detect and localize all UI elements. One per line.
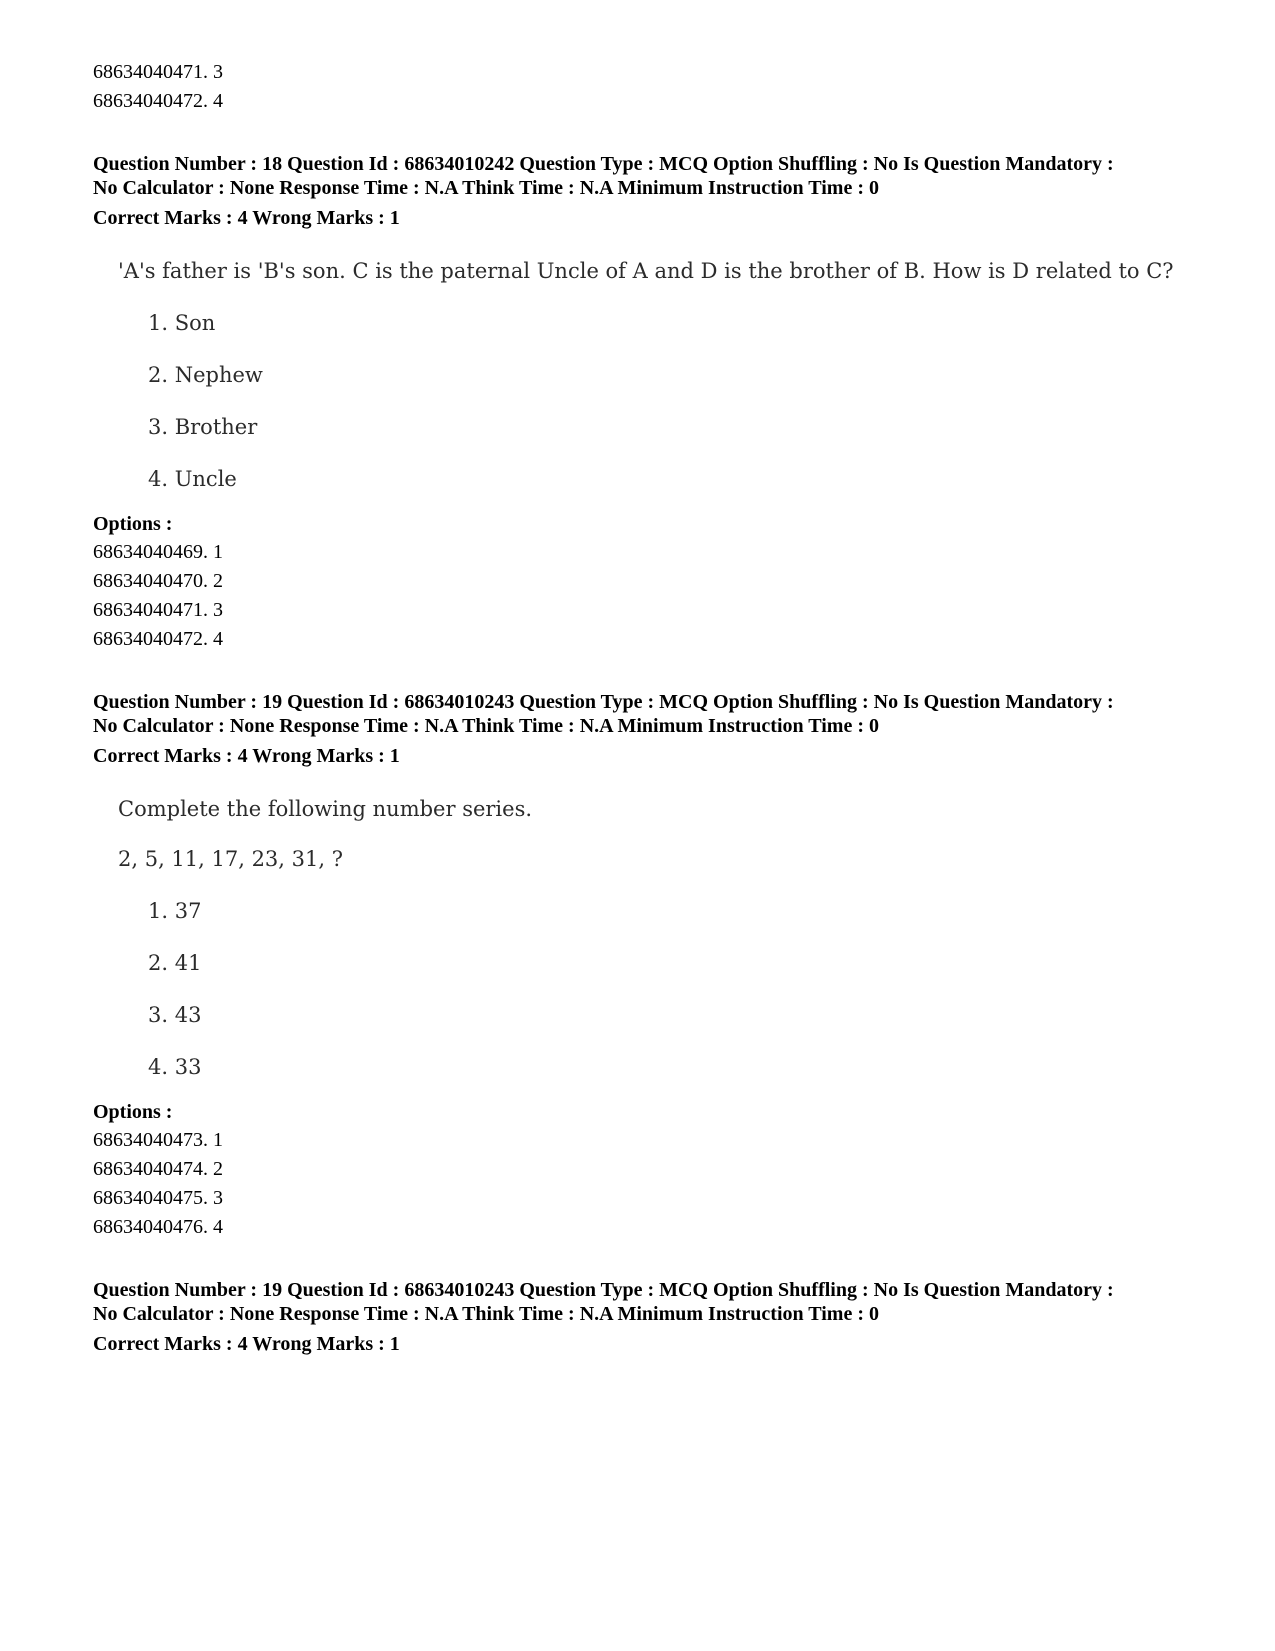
option-line: 68634040472. 4 — [93, 90, 223, 112]
option-line: 68634040469. 1 — [93, 541, 223, 563]
question-header-line-1: Question Number : 18 Question Id : 68634010242 Question Type : MCQ Option Shuffling : No Is Question Mandatory : — [93, 153, 1114, 175]
question-text: 'A's father is 'B's son. C is the paternal Uncle of A and D is the brother of B. How is D related to C? — [118, 259, 1174, 283]
answer-choice: 2. 41 — [148, 951, 202, 975]
option-line: 68634040473. 1 — [93, 1129, 223, 1151]
answer-choice: 1. 37 — [148, 899, 202, 923]
top-options-list — [93, 58, 1193, 116]
question-header-line-2: No Calculator : None Response Time : N.A Think Time : N.A Minimum Instruction Time : 0 — [93, 715, 879, 737]
question-header-line-2: No Calculator : None Response Time : N.A Think Time : N.A Minimum Instruction Time : 0 — [93, 177, 879, 199]
question-image — [118, 256, 1193, 494]
option-line: 68634040471. 3 — [93, 599, 223, 621]
question-header-line-1: Question Number : 19 Question Id : 68634010243 Question Type : MCQ Option Shuffling : No Is Question Mandatory : — [93, 691, 1114, 713]
question-block — [93, 152, 1193, 654]
option-line: 68634040471. 3 — [93, 61, 223, 83]
question-block — [93, 690, 1193, 1242]
options-list — [93, 538, 1193, 654]
options-list — [93, 1126, 1193, 1242]
option-line: 68634040475. 3 — [93, 1187, 223, 1209]
document-page — [93, 58, 1193, 1356]
question-marks: Correct Marks : 4 Wrong Marks : 1 — [93, 207, 400, 229]
question-image — [118, 794, 1193, 1082]
question-marks: Correct Marks : 4 Wrong Marks : 1 — [93, 745, 400, 767]
question-marks: Correct Marks : 4 Wrong Marks : 1 — [93, 1333, 400, 1355]
option-line: 68634040470. 2 — [93, 570, 223, 592]
question-block — [93, 1278, 1193, 1356]
options-label: Options : — [93, 1101, 173, 1123]
option-line: 68634040474. 2 — [93, 1158, 223, 1180]
question-series: 2, 5, 11, 17, 23, 31, ? — [118, 847, 343, 871]
option-line: 68634040472. 4 — [93, 628, 223, 650]
answer-choice: 2. Nephew — [148, 363, 263, 387]
option-line: 68634040476. 4 — [93, 1216, 223, 1238]
answer-choice: 3. 43 — [148, 1003, 202, 1027]
answer-choice: 3. Brother — [148, 415, 258, 439]
answer-choice: 1. Son — [148, 311, 216, 335]
answer-choice: 4. 33 — [148, 1055, 202, 1079]
options-label: Options : — [93, 513, 173, 535]
question-header-line-1: Question Number : 19 Question Id : 68634010243 Question Type : MCQ Option Shuffling : No Is Question Mandatory : — [93, 1279, 1114, 1301]
question-header-line-2: No Calculator : None Response Time : N.A Think Time : N.A Minimum Instruction Time : 0 — [93, 1303, 879, 1325]
question-text: Complete the following number series. — [118, 797, 533, 821]
answer-choice: 4. Uncle — [148, 467, 237, 491]
